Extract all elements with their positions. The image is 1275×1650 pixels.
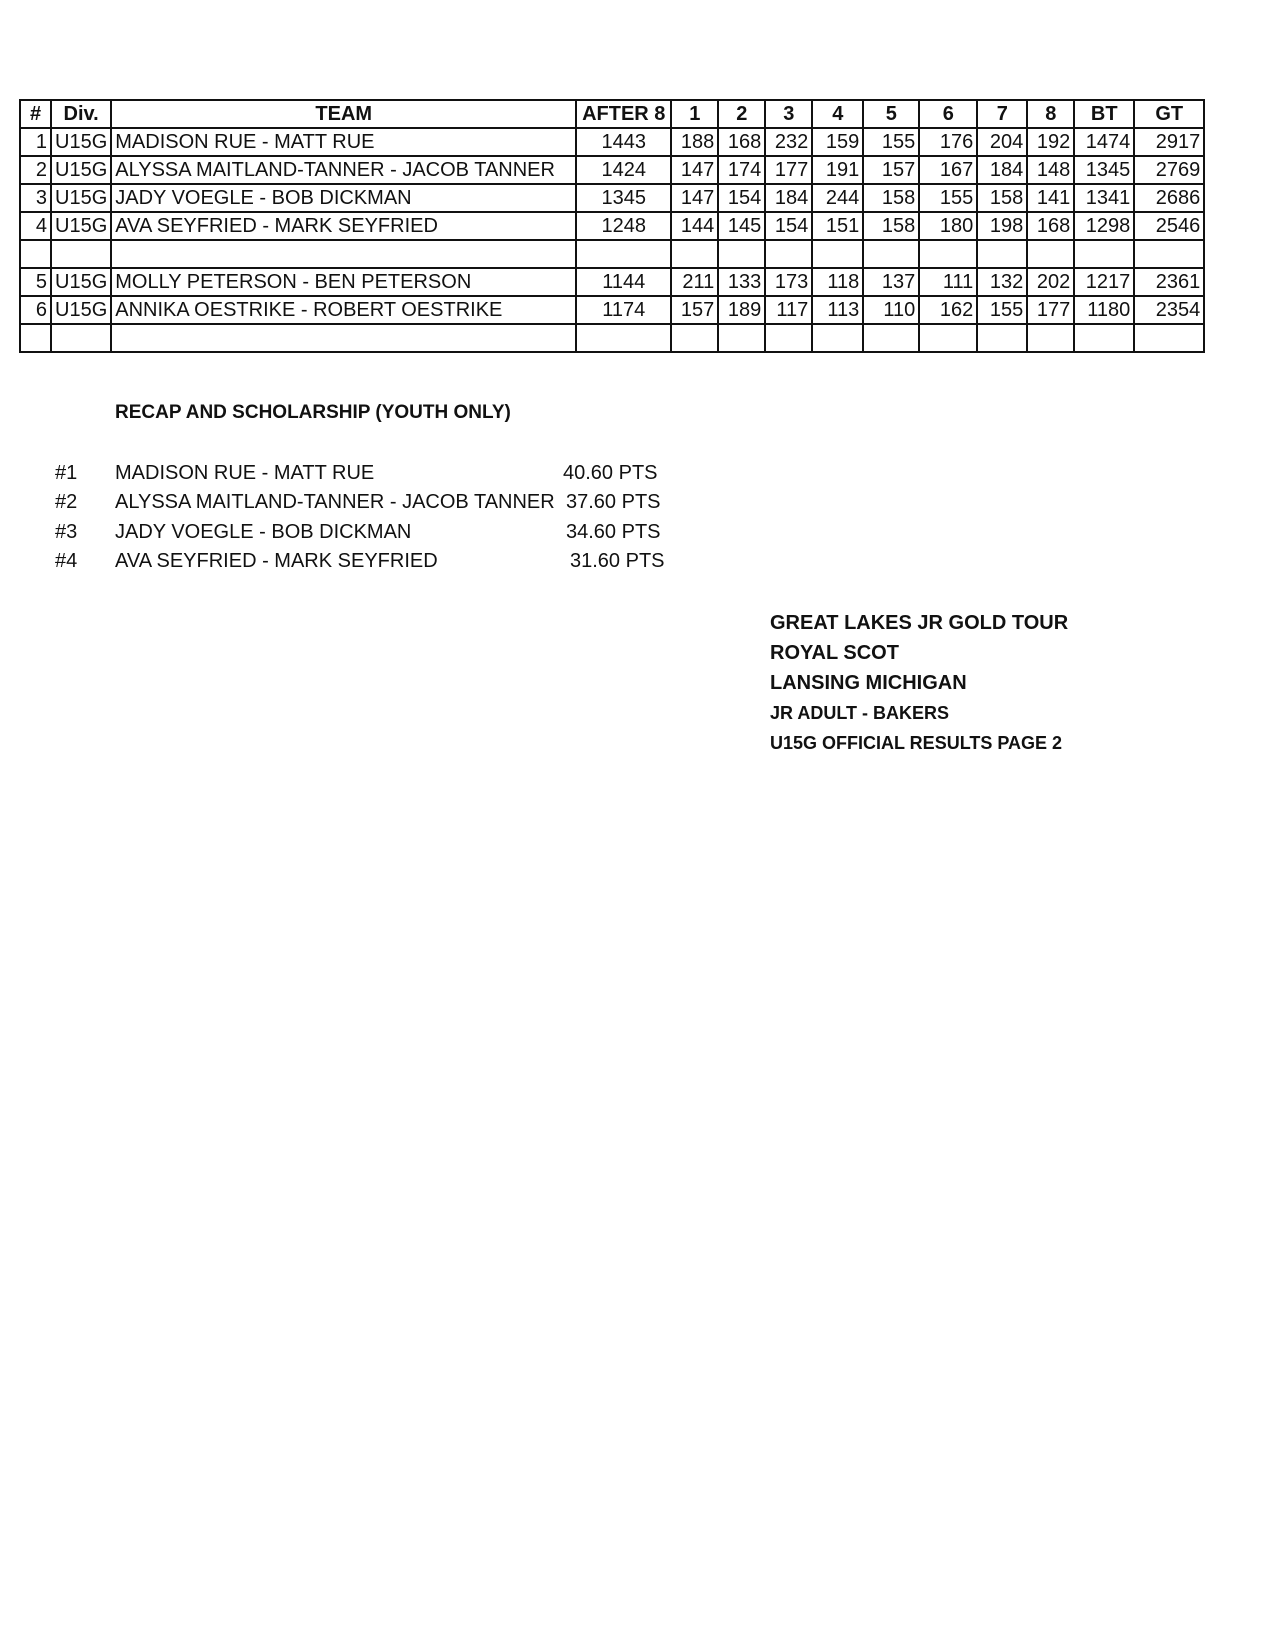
- after8-cell: 1424: [576, 156, 671, 184]
- table-header-row: [20, 100, 1204, 128]
- game8-cell: 202: [1027, 268, 1074, 296]
- game3-cell: 232: [765, 128, 812, 156]
- column-header: Div.: [51, 100, 111, 128]
- gt-cell: 2917: [1134, 128, 1204, 156]
- team-cell: JADY VOEGLE - BOB DICKMAN: [111, 184, 576, 212]
- division-cell: U15G: [51, 296, 111, 324]
- recap-rank: #4: [55, 550, 78, 572]
- game7-cell: 132: [977, 268, 1027, 296]
- recap-team: ALYSSA MAITLAND-TANNER - JACOB TANNER: [115, 491, 555, 513]
- column-header: BT: [1074, 100, 1134, 128]
- gt-cell: 2546: [1134, 212, 1204, 240]
- game5-cell: 157: [863, 156, 919, 184]
- rank-cell: 1: [20, 128, 51, 156]
- event-venue: ROYAL SCOT: [770, 642, 899, 664]
- game2-cell: 174: [718, 156, 765, 184]
- game6-cell: 176: [919, 128, 977, 156]
- game4-cell: 151: [812, 212, 863, 240]
- game2-cell: 145: [718, 212, 765, 240]
- game4-cell: 191: [812, 156, 863, 184]
- game6-cell: 155: [919, 184, 977, 212]
- column-header: 3: [765, 100, 812, 128]
- game8-cell: 177: [1027, 296, 1074, 324]
- game7-cell: [977, 324, 1027, 352]
- game5-cell: 110: [863, 296, 919, 324]
- game6-cell: 180: [919, 212, 977, 240]
- game2-cell: 154: [718, 184, 765, 212]
- bt-cell: 1345: [1074, 156, 1134, 184]
- table-row: [20, 212, 1204, 240]
- team-cell: [111, 324, 576, 352]
- game8-cell: 168: [1027, 212, 1074, 240]
- team-cell: AVA SEYFRIED - MARK SEYFRIED: [111, 212, 576, 240]
- after8-cell: [576, 240, 671, 268]
- game1-cell: [671, 324, 718, 352]
- game4-cell: 159: [812, 128, 863, 156]
- rank-cell: 4: [20, 212, 51, 240]
- game3-cell: [765, 240, 812, 268]
- division-cell: U15G: [51, 156, 111, 184]
- rank-cell: 2: [20, 156, 51, 184]
- game2-cell: [718, 324, 765, 352]
- game7-cell: 184: [977, 156, 1027, 184]
- game2-cell: 168: [718, 128, 765, 156]
- column-header: AFTER 8: [576, 100, 671, 128]
- column-header: 1: [671, 100, 718, 128]
- division-cell: U15G: [51, 212, 111, 240]
- team-cell: ALYSSA MAITLAND-TANNER - JACOB TANNER: [111, 156, 576, 184]
- division-cell: U15G: [51, 268, 111, 296]
- table-row: [20, 156, 1204, 184]
- game1-cell: 147: [671, 184, 718, 212]
- after8-cell: 1248: [576, 212, 671, 240]
- event-info: [770, 608, 1068, 758]
- game8-cell: 192: [1027, 128, 1074, 156]
- column-header: 4: [812, 100, 863, 128]
- column-header: 5: [863, 100, 919, 128]
- game7-cell: [977, 240, 1027, 268]
- game4-cell: [812, 324, 863, 352]
- game7-cell: 155: [977, 296, 1027, 324]
- game1-cell: 147: [671, 156, 718, 184]
- rank-cell: 5: [20, 268, 51, 296]
- game7-cell: 204: [977, 128, 1027, 156]
- game5-cell: [863, 324, 919, 352]
- game8-cell: [1027, 240, 1074, 268]
- table-spacer-row: [20, 324, 1204, 352]
- column-header: 2: [718, 100, 765, 128]
- bt-cell: 1298: [1074, 212, 1134, 240]
- game6-cell: [919, 240, 977, 268]
- table-row: [20, 128, 1204, 156]
- rank-cell: [20, 240, 51, 268]
- game6-cell: 167: [919, 156, 977, 184]
- gt-cell: 2686: [1134, 184, 1204, 212]
- game5-cell: 158: [863, 184, 919, 212]
- game1-cell: 157: [671, 296, 718, 324]
- game2-cell: [718, 240, 765, 268]
- after8-cell: 1443: [576, 128, 671, 156]
- game6-cell: 162: [919, 296, 977, 324]
- gt-cell: 2769: [1134, 156, 1204, 184]
- team-cell: ANNIKA OESTRIKE - ROBERT OESTRIKE: [111, 296, 576, 324]
- event-tour: GREAT LAKES JR GOLD TOUR: [770, 612, 1069, 634]
- after8-cell: [576, 324, 671, 352]
- game6-cell: [919, 324, 977, 352]
- division-cell: [51, 324, 111, 352]
- column-header: 6: [919, 100, 977, 128]
- game8-cell: 141: [1027, 184, 1074, 212]
- results-table: [19, 99, 1205, 353]
- game1-cell: 144: [671, 212, 718, 240]
- column-header: TEAM: [111, 100, 576, 128]
- recap-points: 31.60 PTS: [570, 550, 665, 572]
- game4-cell: [812, 240, 863, 268]
- after8-cell: 1345: [576, 184, 671, 212]
- column-header: #: [20, 100, 51, 128]
- rank-cell: 3: [20, 184, 51, 212]
- bt-cell: [1074, 240, 1134, 268]
- game3-cell: 173: [765, 268, 812, 296]
- bt-cell: 1217: [1074, 268, 1134, 296]
- table-row: [20, 268, 1204, 296]
- game7-cell: 158: [977, 184, 1027, 212]
- game1-cell: 188: [671, 128, 718, 156]
- gt-cell: 2361: [1134, 268, 1204, 296]
- recap-team: AVA SEYFRIED - MARK SEYFRIED: [115, 550, 438, 572]
- game3-cell: 154: [765, 212, 812, 240]
- team-cell: MADISON RUE - MATT RUE: [111, 128, 576, 156]
- after8-cell: 1174: [576, 296, 671, 324]
- event-format: JR ADULT - BAKERS: [770, 703, 949, 723]
- game5-cell: 155: [863, 128, 919, 156]
- game2-cell: 133: [718, 268, 765, 296]
- table-row: [20, 296, 1204, 324]
- recap-rank: #1: [55, 462, 78, 484]
- rank-cell: [20, 324, 51, 352]
- game3-cell: 184: [765, 184, 812, 212]
- game8-cell: [1027, 324, 1074, 352]
- division-cell: U15G: [51, 184, 111, 212]
- game4-cell: 118: [812, 268, 863, 296]
- recap-team: MADISON RUE - MATT RUE: [115, 462, 375, 484]
- team-cell: MOLLY PETERSON - BEN PETERSON: [111, 268, 576, 296]
- column-header: 8: [1027, 100, 1074, 128]
- game8-cell: 148: [1027, 156, 1074, 184]
- bt-cell: 1180: [1074, 296, 1134, 324]
- game5-cell: 137: [863, 268, 919, 296]
- event-results-title: U15G OFFICIAL RESULTS PAGE 2: [770, 733, 1063, 753]
- table-spacer-row: [20, 240, 1204, 268]
- game7-cell: 198: [977, 212, 1027, 240]
- game5-cell: 158: [863, 212, 919, 240]
- after8-cell: 1144: [576, 268, 671, 296]
- game4-cell: 244: [812, 184, 863, 212]
- division-cell: [51, 240, 111, 268]
- game1-cell: [671, 240, 718, 268]
- recap-points: 34.60 PTS: [566, 521, 661, 543]
- table-row: [20, 184, 1204, 212]
- recap-team: JADY VOEGLE - BOB DICKMAN: [115, 521, 412, 543]
- bt-cell: 1341: [1074, 184, 1134, 212]
- game3-cell: 117: [765, 296, 812, 324]
- event-location: LANSING MICHIGAN: [770, 672, 967, 694]
- game5-cell: [863, 240, 919, 268]
- column-header: 7: [977, 100, 1027, 128]
- gt-cell: [1134, 324, 1204, 352]
- recap-rank: #2: [55, 491, 78, 513]
- bt-cell: 1474: [1074, 128, 1134, 156]
- gt-cell: [1134, 240, 1204, 268]
- rank-cell: 6: [20, 296, 51, 324]
- game1-cell: 211: [671, 268, 718, 296]
- recap-points: 40.60 PTS: [563, 462, 658, 484]
- game3-cell: [765, 324, 812, 352]
- game6-cell: 111: [919, 268, 977, 296]
- division-cell: U15G: [51, 128, 111, 156]
- recap-points: 37.60 PTS: [566, 491, 661, 513]
- recap-rank: #3: [55, 521, 78, 543]
- game2-cell: 189: [718, 296, 765, 324]
- recap-heading: RECAP AND SCHOLARSHIP (YOUTH ONLY): [115, 402, 511, 423]
- team-cell: [111, 240, 576, 268]
- column-header: GT: [1134, 100, 1204, 128]
- game3-cell: 177: [765, 156, 812, 184]
- gt-cell: 2354: [1134, 296, 1204, 324]
- bt-cell: [1074, 324, 1134, 352]
- game4-cell: 113: [812, 296, 863, 324]
